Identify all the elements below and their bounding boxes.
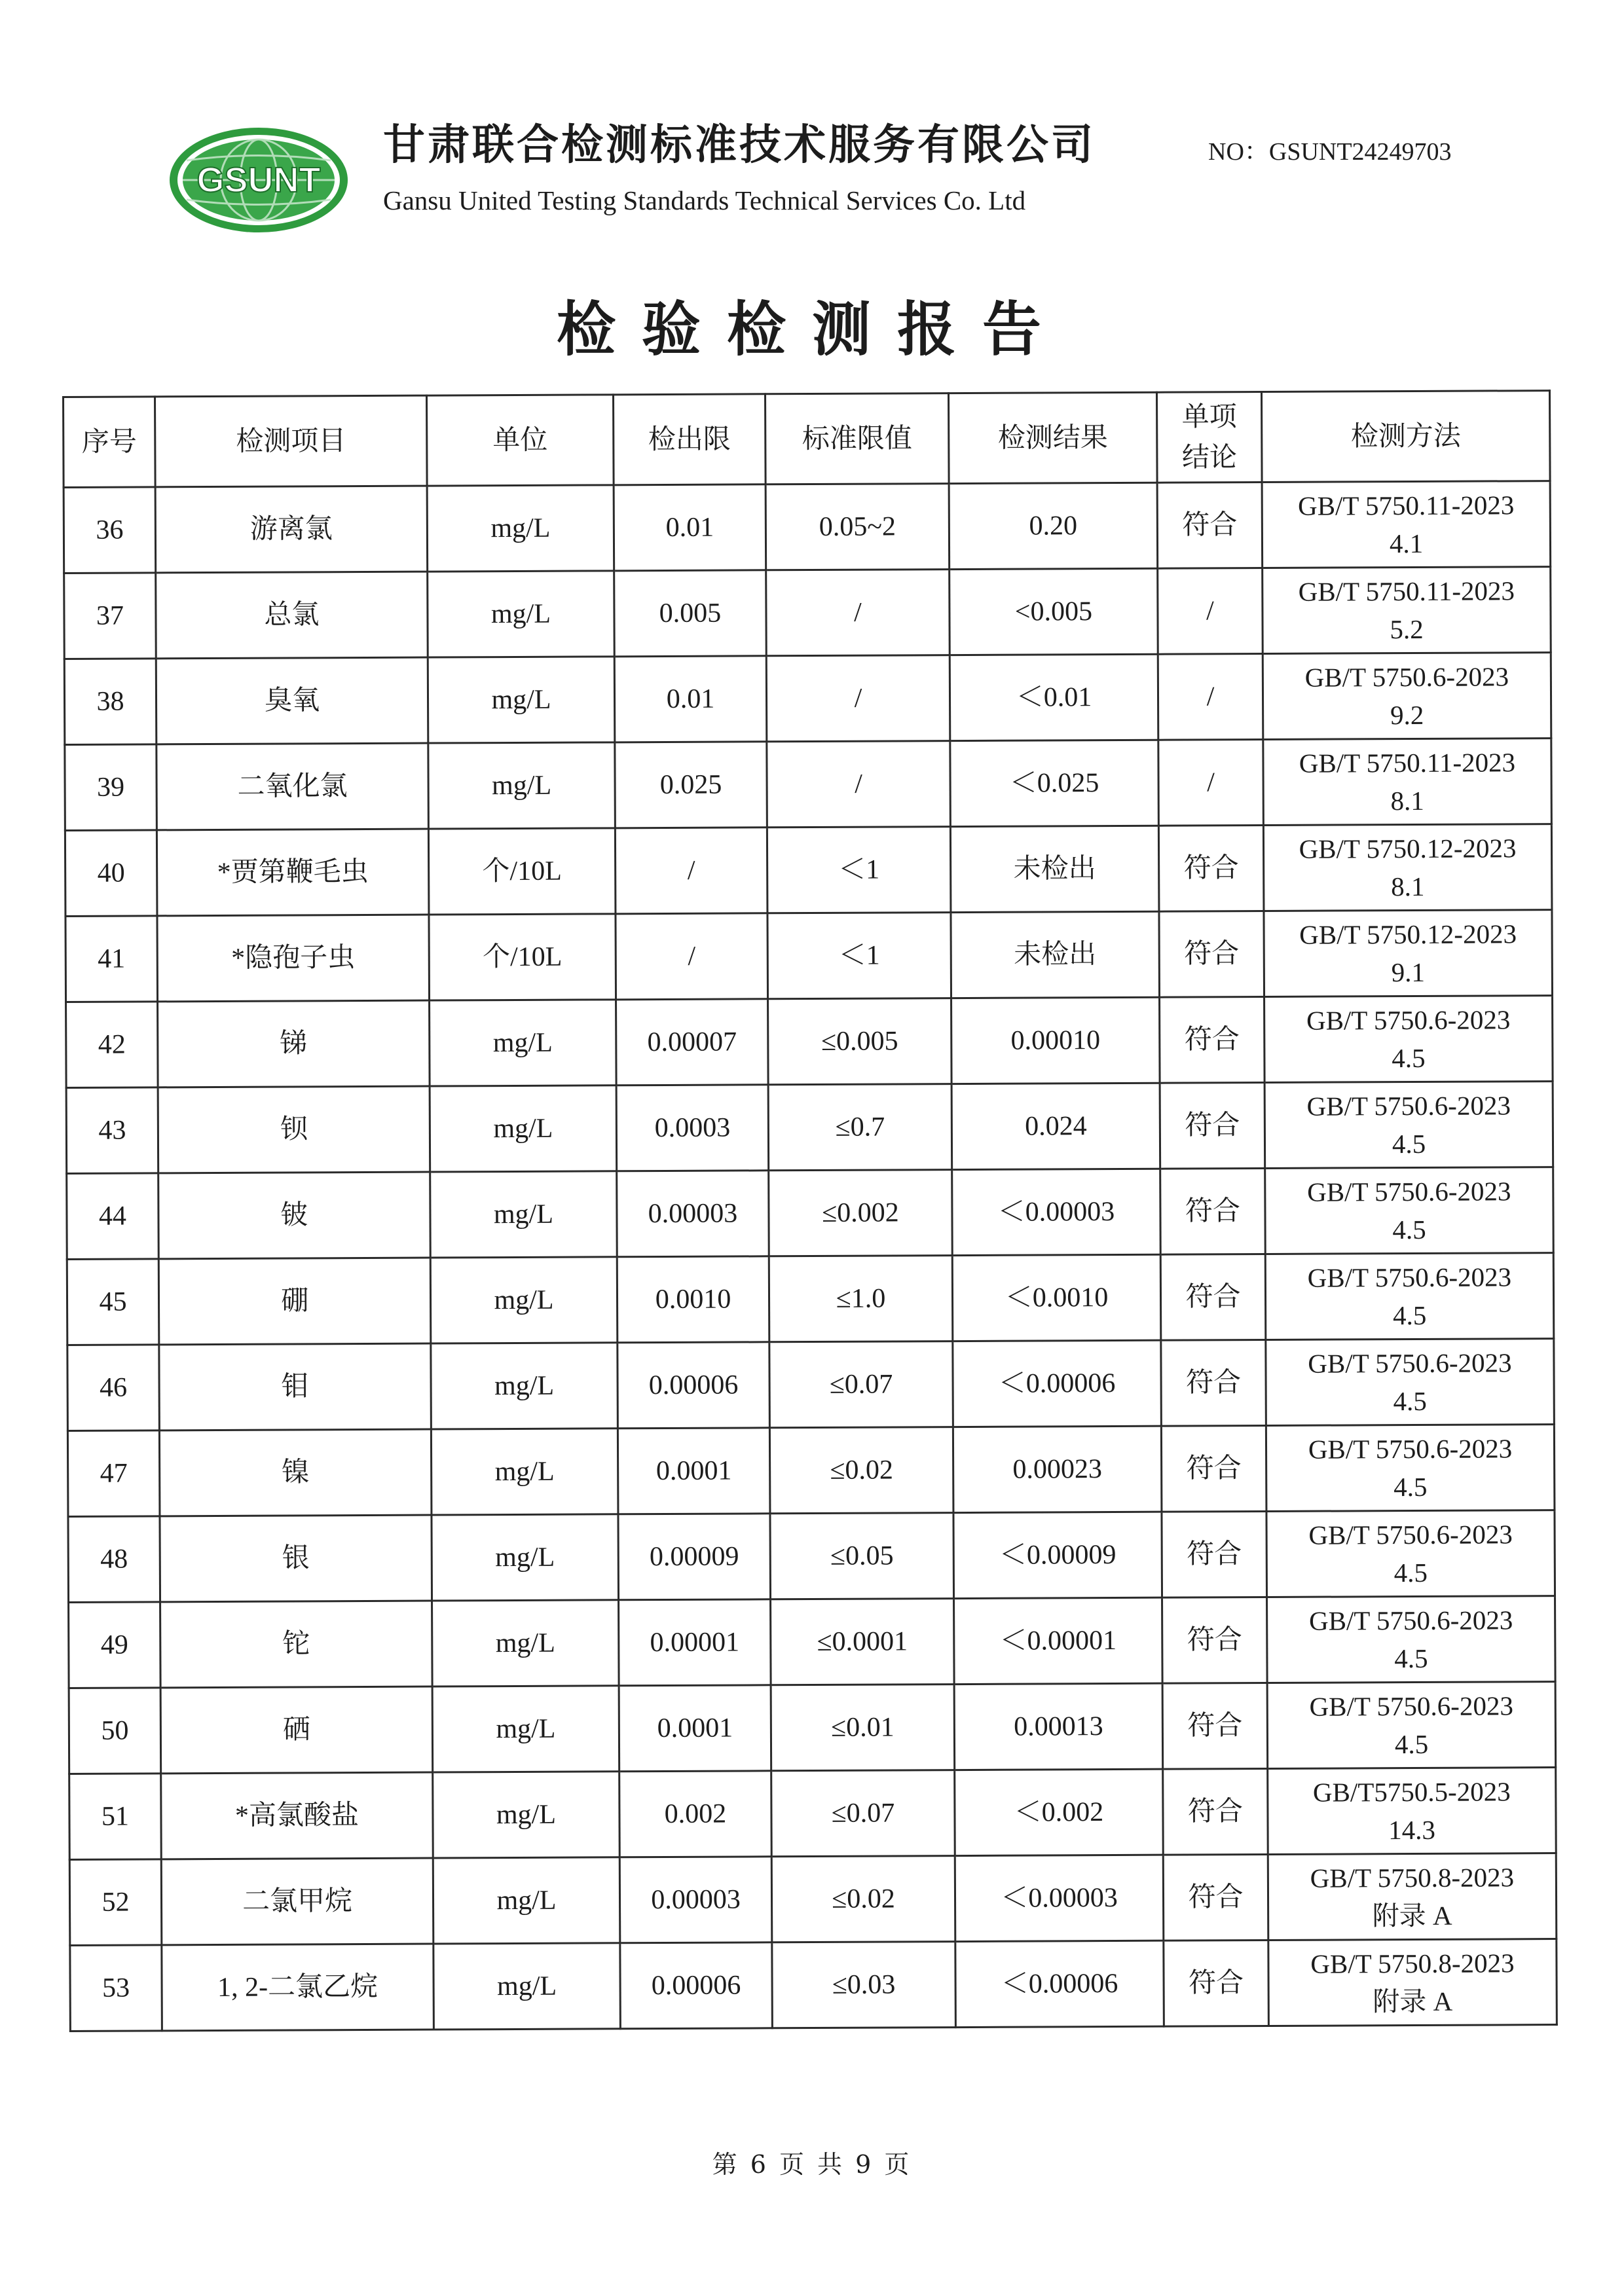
cell-method: GB/T 5750.8-2023 附录 A — [1268, 1939, 1557, 2026]
report-title: 检验检测报告 — [557, 295, 1067, 364]
table-row — [68, 1510, 1555, 1603]
table-row — [67, 1425, 1555, 1517]
table-body — [64, 481, 1557, 2032]
cell-standard-limit: ≤0.07 — [769, 1341, 953, 1428]
cell-result: ＜0.00006 — [955, 1941, 1164, 2027]
cell-unit: mg/L — [430, 1171, 618, 1258]
cell-method: GB/T 5750.6-2023 9.2 — [1263, 653, 1551, 740]
cell-standard-limit: ≤0.02 — [771, 1856, 955, 1942]
cell-index: 36 — [64, 487, 156, 574]
cell-conclusion: / — [1158, 740, 1264, 826]
cell-standard-limit: ≤0.7 — [768, 1084, 952, 1171]
table-row — [65, 910, 1553, 1002]
cell-method: GB/T 5750.12-2023 9.1 — [1264, 910, 1553, 997]
cell-item: 总氯 — [156, 572, 428, 659]
cell-standard-limit: / — [766, 655, 950, 742]
cell-index: 47 — [67, 1430, 160, 1517]
cell-result: 0.20 — [949, 483, 1158, 569]
cell-standard-limit: ＜1 — [767, 827, 951, 913]
table-row — [69, 1853, 1557, 1946]
cell-unit: mg/L — [434, 1943, 621, 2030]
table-row — [69, 1768, 1557, 1860]
cell-detection-limit: 0.01 — [614, 656, 767, 742]
cell-conclusion: 符合 — [1160, 996, 1265, 1083]
cell-result: ＜0.00009 — [953, 1512, 1162, 1598]
cell-method: GB/T 5750.11-2023 4.1 — [1262, 481, 1551, 568]
cell-conclusion: 符合 — [1162, 1597, 1268, 1683]
cell-index: 41 — [65, 916, 158, 1002]
cell-result: ＜0.025 — [950, 740, 1159, 826]
cell-method: GB/T 5750.12-2023 8.1 — [1263, 824, 1552, 911]
table-row — [67, 1253, 1554, 1345]
cell-detection-limit: 0.0010 — [617, 1256, 769, 1343]
cell-unit: mg/L — [430, 1000, 617, 1086]
cell-standard-limit: / — [766, 570, 950, 656]
cell-standard-limit: ≤0.03 — [772, 1942, 956, 2028]
cell-standard-limit: ≤0.07 — [771, 1770, 955, 1857]
cell-standard-limit: ≤0.002 — [769, 1170, 953, 1256]
table-row — [70, 1939, 1557, 2032]
cell-detection-limit: 0.00003 — [619, 1857, 772, 1943]
cell-detection-limit: 0.00009 — [618, 1514, 771, 1600]
table-row — [69, 1596, 1556, 1688]
cell-conclusion: 符合 — [1161, 1425, 1266, 1512]
cell-index: 50 — [69, 1688, 161, 1774]
table-row — [66, 1082, 1553, 1174]
cell-detection-limit: 0.0001 — [618, 1428, 770, 1514]
cell-unit: mg/L — [432, 1600, 619, 1686]
cell-item: 臭氧 — [156, 657, 428, 744]
cell-item: 银 — [160, 1515, 432, 1602]
cell-detection-limit: / — [615, 828, 767, 914]
cell-detection-limit: 0.025 — [615, 742, 767, 828]
cell-item: *贾第鞭毛虫 — [157, 829, 429, 916]
company-name-cn: 甘肃联合检测标准技术服务有限公司 — [383, 120, 1096, 170]
col-header-method: 检测方法 — [1261, 391, 1550, 483]
table-row — [67, 1339, 1555, 1431]
cell-method: GB/T 5750.6-2023 4.5 — [1266, 1425, 1555, 1512]
cell-conclusion: 符合 — [1157, 483, 1263, 569]
cell-standard-limit: ≤0.02 — [769, 1427, 953, 1514]
table-row — [65, 738, 1552, 831]
cell-standard-limit: ≤0.005 — [768, 998, 952, 1085]
cell-index: 42 — [66, 1002, 158, 1088]
cell-result: 未检出 — [951, 911, 1160, 998]
cell-standard-limit: ≤0.01 — [771, 1685, 955, 1771]
cell-conclusion: 符合 — [1159, 911, 1264, 998]
cell-conclusion: / — [1158, 654, 1263, 740]
col-header-standard-limit: 标准限值 — [765, 393, 949, 484]
cell-result: 0.00013 — [954, 1683, 1163, 1770]
cell-method: GB/T 5750.6-2023 4.5 — [1266, 1339, 1555, 1426]
cell-item: 二氧化氯 — [157, 743, 429, 830]
cell-standard-limit: ≤1.0 — [769, 1256, 953, 1342]
cell-conclusion: 符合 — [1162, 1683, 1268, 1769]
cell-standard-limit: / — [767, 741, 951, 828]
cell-detection-limit: 0.00006 — [618, 1342, 770, 1429]
cell-result: ＜0.00006 — [953, 1340, 1162, 1427]
cell-method: GB/T 5750.8-2023 附录 A — [1268, 1853, 1557, 1941]
cell-item: *高氯酸盐 — [161, 1772, 434, 1859]
cell-standard-limit: ≤0.0001 — [771, 1599, 955, 1685]
cell-detection-limit: 0.00003 — [617, 1171, 769, 1257]
cell-unit: mg/L — [432, 1686, 619, 1772]
cell-detection-limit: 0.00001 — [619, 1599, 771, 1686]
cell-index: 53 — [70, 1945, 162, 2032]
cell-index: 44 — [67, 1173, 159, 1260]
table-row — [64, 481, 1551, 574]
cell-conclusion: 符合 — [1161, 1339, 1266, 1426]
col-header-item: 检测项目 — [155, 395, 428, 487]
cell-unit: mg/L — [427, 485, 614, 572]
cell-result: ＜0.00003 — [952, 1169, 1161, 1255]
cell-unit: mg/L — [431, 1429, 618, 1515]
cell-conclusion: 符合 — [1164, 1940, 1269, 2026]
cell-result: 0.00023 — [953, 1426, 1162, 1512]
cell-detection-limit: 0.00007 — [616, 999, 769, 1085]
table-row — [65, 824, 1552, 917]
cell-conclusion: / — [1158, 568, 1263, 655]
col-header-unit: 单位 — [427, 395, 614, 486]
cell-item: 铊 — [160, 1601, 433, 1688]
cell-detection-limit: / — [616, 913, 768, 1000]
page-number: 第 6 页 共 9 页 — [712, 2150, 912, 2179]
cell-method: GB/T5750.5-2023 14.3 — [1268, 1768, 1557, 1855]
cell-detection-limit: 0.00006 — [620, 1942, 773, 2029]
cell-result: ＜0.002 — [955, 1769, 1164, 1855]
cell-index: 52 — [69, 1859, 162, 1946]
report-number: NO：GSUNT24249703 — [1208, 138, 1452, 166]
cell-unit: mg/L — [430, 1257, 618, 1343]
cell-conclusion: 符合 — [1160, 1168, 1266, 1254]
cell-item: 锑 — [158, 1000, 430, 1087]
cell-conclusion: 符合 — [1160, 1254, 1266, 1340]
cell-detection-limit: 0.01 — [614, 484, 766, 571]
cell-method: GB/T 5750.6-2023 4.5 — [1264, 996, 1553, 1083]
cell-item: 1, 2-二氯乙烷 — [162, 1944, 434, 2031]
cell-result: 0.00010 — [951, 997, 1160, 1084]
cell-item: 镍 — [159, 1429, 432, 1516]
report-header — [0, 0, 1624, 262]
table-row — [64, 653, 1551, 745]
table-row — [66, 996, 1553, 1088]
col-header-result: 检测结果 — [948, 392, 1157, 483]
cell-method: GB/T 5750.6-2023 4.5 — [1267, 1596, 1556, 1683]
cell-unit: mg/L — [433, 1857, 620, 1944]
cell-result: ＜0.01 — [950, 654, 1158, 740]
table-row — [67, 1167, 1554, 1260]
cell-item: 钼 — [159, 1343, 432, 1430]
cell-unit: mg/L — [428, 657, 615, 743]
cell-unit: 个/10L — [428, 828, 616, 915]
cell-index: 46 — [67, 1345, 160, 1431]
cell-item: 铍 — [158, 1172, 431, 1259]
cell-detection-limit: 0.002 — [619, 1771, 772, 1857]
cell-detection-limit: 0.005 — [614, 570, 767, 657]
cell-index: 45 — [67, 1259, 159, 1345]
cell-unit: mg/L — [428, 571, 615, 657]
cell-conclusion: 符合 — [1160, 1082, 1265, 1169]
cell-conclusion: 符合 — [1163, 1854, 1268, 1941]
table-header-row — [64, 391, 1551, 488]
cell-index: 43 — [66, 1087, 158, 1174]
cell-result: 未检出 — [950, 826, 1159, 912]
col-header-conclusion: 单项 结论 — [1156, 392, 1262, 483]
cell-unit: mg/L — [430, 1085, 617, 1172]
cell-conclusion: 符合 — [1158, 826, 1264, 912]
cell-conclusion: 符合 — [1163, 1768, 1268, 1855]
cell-unit: mg/L — [432, 1514, 619, 1601]
cell-index: 51 — [69, 1774, 162, 1860]
cell-item: 硼 — [158, 1258, 431, 1345]
cell-result: <0.005 — [950, 568, 1158, 655]
cell-unit: 个/10L — [429, 914, 616, 1000]
cell-detection-limit: 0.0003 — [616, 1085, 769, 1171]
cell-result: 0.024 — [951, 1083, 1160, 1169]
cell-item: 游离氯 — [155, 486, 428, 573]
cell-method: GB/T 5750.6-2023 4.5 — [1265, 1253, 1554, 1340]
cell-index: 39 — [65, 744, 157, 831]
cell-method: GB/T 5750.6-2023 4.5 — [1264, 1082, 1553, 1169]
company-name-en: Gansu United Testing Standards Technical Services Co. Ltd — [383, 185, 1026, 215]
cell-method: GB/T 5750.6-2023 4.5 — [1265, 1167, 1554, 1254]
table-row — [64, 567, 1551, 659]
cell-method: GB/T 5750.11-2023 8.1 — [1263, 738, 1552, 826]
cell-result: ＜0.00003 — [955, 1855, 1164, 1941]
cell-result: ＜0.00001 — [954, 1597, 1163, 1684]
cell-detection-limit: 0.0001 — [619, 1685, 771, 1772]
cell-unit: mg/L — [428, 742, 616, 829]
cell-method: GB/T 5750.11-2023 5.2 — [1263, 567, 1551, 654]
logo-text: GSUNT — [196, 160, 321, 200]
cell-index: 38 — [64, 659, 157, 745]
col-header-detection-limit: 检出限 — [613, 394, 766, 485]
cell-index: 48 — [68, 1516, 160, 1603]
cell-standard-limit: 0.05~2 — [766, 484, 950, 570]
cell-result: ＜0.0010 — [952, 1254, 1161, 1341]
cell-item: 二氯甲烷 — [161, 1858, 434, 1945]
cell-conclusion: 符合 — [1162, 1511, 1267, 1597]
cell-standard-limit: ＜1 — [767, 913, 951, 999]
cell-item: 钡 — [158, 1086, 430, 1173]
cell-method: GB/T 5750.6-2023 4.5 — [1266, 1510, 1555, 1597]
cell-method: GB/T 5750.6-2023 4.5 — [1267, 1682, 1556, 1769]
cell-standard-limit: ≤0.05 — [770, 1513, 954, 1599]
col-header-index: 序号 — [64, 397, 156, 488]
cell-index: 49 — [69, 1602, 161, 1688]
results-table-wrapper — [62, 390, 1556, 2032]
cell-unit: mg/L — [431, 1343, 618, 1429]
company-logo — [167, 124, 350, 236]
table-row — [69, 1682, 1556, 1774]
cell-item: *隐孢子虫 — [157, 915, 430, 1002]
cell-unit: mg/L — [433, 1772, 620, 1858]
results-table — [62, 390, 1558, 2032]
cell-index: 40 — [65, 830, 157, 917]
cell-item: 硒 — [160, 1686, 433, 1774]
cell-index: 37 — [64, 573, 157, 659]
